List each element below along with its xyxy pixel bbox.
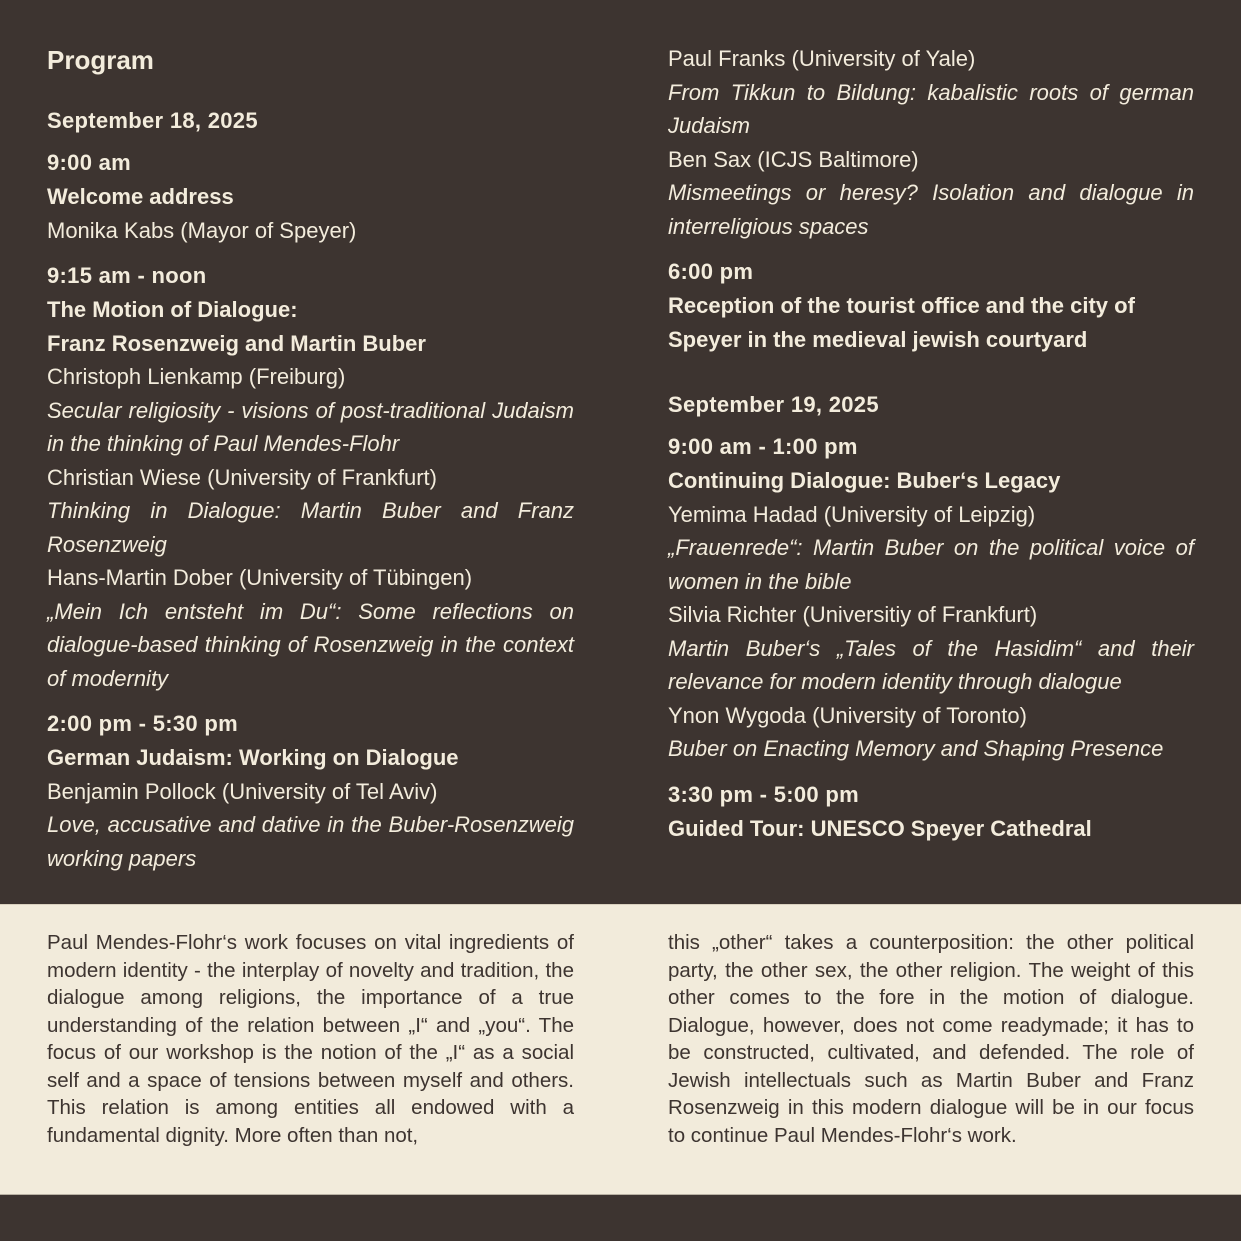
session-title: German Judaism: Working on Dialogue <box>47 745 459 770</box>
session-title: The Motion of Dialogue: <box>47 297 298 322</box>
session-time: 9:15 am - noon <box>47 263 207 288</box>
session-time: 9:00 am <box>47 150 132 175</box>
speaker: Benjamin Pollock (University of Tel Aviv) <box>47 778 438 804</box>
session-welcome <box>47 146 574 247</box>
program-right-column <box>668 42 1194 857</box>
speaker: Silvia Richter (Universitiy of Frankfurt) <box>668 602 1038 627</box>
session-time: 6:00 pm <box>668 259 754 284</box>
day1-date: September 18, 2025 <box>47 108 258 133</box>
talk-title: „Frauenrede“: Martin Buber on the political voice of women in the bible <box>668 535 1194 594</box>
session-title: Guided Tour: UNESCO Speyer Cathedral <box>668 815 1092 841</box>
session-german-judaism <box>47 707 574 875</box>
intro-text-left: Paul Mendes-Flohr‘s work focuses on vital ingredients of modern identity - the interplay of novelty and tradition, the dialogue among religions, the importance of a true understanding of the relation between „I“ and „you“. The focus of our workshop is the notion of the „I“ as a social self and a space of tensions between myself and others. This relation is among entities all endowed with a fundamental dignity. More often than not, <box>47 931 574 1147</box>
program-title: Program <box>47 45 154 75</box>
speaker: Hans-Martin Dober (University of Tübingen) <box>47 565 473 590</box>
day2-date: September 19, 2025 <box>668 392 879 417</box>
talk-title: Buber on Enacting Memory and Shaping Presence <box>668 736 1164 761</box>
talk-title: From Tikkun to Bildung: kabalistic roots of german Judaism <box>668 79 1194 138</box>
speaker: Paul Franks (University of Yale) <box>668 46 976 71</box>
session-motion-of-dialogue <box>47 259 574 695</box>
session-title: Franz Rosenzweig and Martin Buber <box>47 330 426 356</box>
talk-title: Love, accusative and dative in the Buber-Rosenzweig working papers <box>47 812 574 871</box>
talk-title: „Mein Ich entsteht im Du“: Some reflections on dialogue-based thinking of Rosenzweig in the context of modernity <box>47 598 574 691</box>
session-continuing-dialogue <box>668 430 1194 766</box>
session-german-judaism-continued <box>668 42 1194 243</box>
speaker: Christoph Lienkamp (Freiburg) <box>47 364 346 389</box>
speaker: Monika Kabs (Mayor of Speyer) <box>47 217 357 243</box>
session-guided-tour <box>668 778 1194 846</box>
intro-band <box>0 904 1241 1195</box>
speaker: Christian Wiese (University of Frankfurt) <box>47 464 437 490</box>
session-title: Welcome address <box>47 184 234 209</box>
talk-title: Martin Buber‘s „Tales of the Hasidim“ and their relevance for modern identity through dialogue <box>668 635 1194 694</box>
talk-title: Mismeetings or heresy? Isolation and dialogue in interreligious spaces <box>668 180 1194 239</box>
session-time: 2:00 pm - 5:30 pm <box>47 711 238 736</box>
intro-text-right: this „other“ takes a counterposition: the other political party, the other sex, the other religion. The weight of this other comes to the fore in the motion of dialogue. Dialogue, however, does not come readymade; it has to be constructed, cultivated, and defended. The role of Jewish intellectuals such as Martin Buber and Franz Rosenzweig in this modern dialogue will be in our focus to continue Paul Mendes-Flohr‘s work. <box>668 931 1194 1147</box>
session-reception <box>668 255 1194 356</box>
spacer <box>668 368 1194 390</box>
session-title: Continuing Dialogue: Buber‘s Legacy <box>668 468 1061 493</box>
program-left-column <box>47 42 574 887</box>
speaker: Ynon Wygoda (University of Toronto) <box>668 702 1027 728</box>
session-time: 9:00 am - 1:00 pm <box>668 434 858 459</box>
speaker: Ben Sax (ICJS Baltimore) <box>668 146 919 172</box>
talk-title: Thinking in Dialogue: Martin Buber and Franz Rosenzweig <box>47 498 574 557</box>
session-time: 3:30 pm - 5:00 pm <box>668 781 859 807</box>
speaker: Yemima Hadad (University of Leipzig) <box>668 501 1036 527</box>
session-title: Reception of the tourist office and the city of Speyer in the medieval jewish courtyard <box>668 293 1135 352</box>
talk-title: Secular religiosity - visions of post-traditional Judaism in the thinking of Paul Mendes-Flohr <box>47 397 574 456</box>
